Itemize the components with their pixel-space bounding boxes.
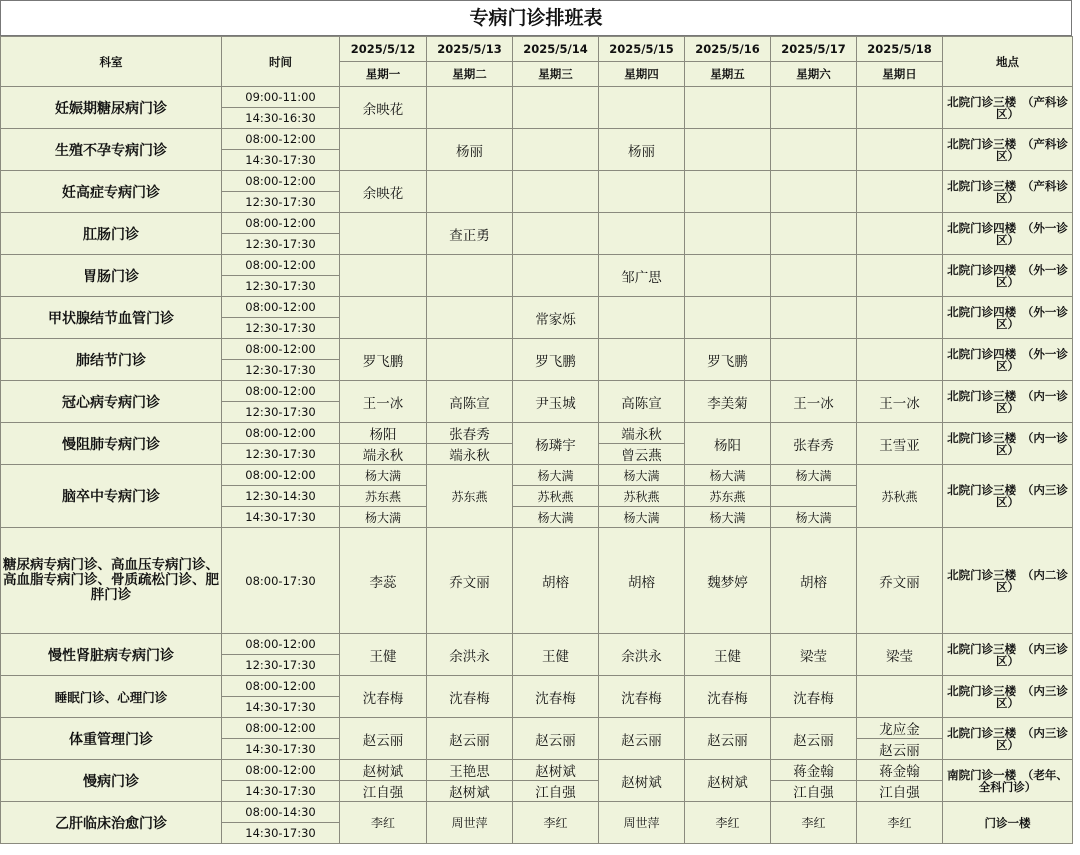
dept-cell: 妊高症专病门诊 [1,171,222,213]
doctor-cell: 杨大满 [340,507,427,528]
time-cell: 08:00-12:00 [222,297,340,318]
doctor-cell [599,87,685,129]
time-cell: 08:00-12:00 [222,634,340,655]
header-dept: 科室 [1,37,222,87]
doctor-cell: 胡榕 [599,528,685,634]
doctor-cell [340,213,427,255]
time-cell: 08:00-12:00 [222,129,340,150]
doctor-cell: 常家烁 [513,297,599,339]
dept-cell: 冠心病专病门诊 [1,381,222,423]
doctor-cell: 苏东燕 [685,486,771,507]
location-cell: 北院门诊三楼 （内二诊区） [943,528,1073,634]
doctor-cell: 赵云丽 [857,739,943,760]
doctor-cell [771,297,857,339]
dept-cell: 体重管理门诊 [1,718,222,760]
doctor-cell [427,171,513,213]
doctor-cell: 李红 [771,802,857,844]
time-cell: 08:00-12:00 [222,213,340,234]
doctor-cell [857,339,943,381]
doctor-cell: 王艳思 [427,760,513,781]
doctor-cell: 江自强 [340,781,427,802]
doctor-cell [513,213,599,255]
doctor-cell [685,255,771,297]
time-cell: 08:00-12:00 [222,381,340,402]
time-cell: 12:30-17:30 [222,318,340,339]
doctor-cell [857,297,943,339]
doctor-cell: 赵云丽 [427,718,513,760]
doctor-cell: 乔文丽 [427,528,513,634]
page-title: 专病门诊排班表 [0,0,1072,36]
doctor-cell: 罗飞鹏 [513,339,599,381]
table-row [1,634,1073,655]
schedule-table [0,36,1073,844]
location-cell: 北院门诊四楼 （外一诊区） [943,297,1073,339]
doctor-cell: 杨丽 [427,129,513,171]
time-cell: 12:30-17:30 [222,402,340,423]
doctor-cell: 尹玉城 [513,381,599,423]
dept-cell: 胃肠门诊 [1,255,222,297]
doctor-cell [340,129,427,171]
header-row-dates [1,37,1073,62]
doctor-cell [771,129,857,171]
doctor-cell: 沈春梅 [513,676,599,718]
doctor-cell: 蒋金翰 [771,760,857,781]
doctor-cell: 苏东燕 [427,465,513,528]
table-row [1,297,1073,318]
doctor-cell [599,297,685,339]
doctor-cell: 李红 [513,802,599,844]
doctor-cell: 杨大满 [685,507,771,528]
header-time: 时间 [222,37,340,87]
header-weekday: 星期五 [685,62,771,87]
header-date: 2025/5/13 [427,37,513,62]
doctor-cell: 杨璘宇 [513,423,599,465]
location-cell: 北院门诊三楼 （产科诊区） [943,87,1073,129]
time-cell: 08:00-17:30 [222,528,340,634]
doctor-cell: 王健 [340,634,427,676]
doctor-cell [599,339,685,381]
doctor-cell [685,171,771,213]
doctor-cell: 苏秋燕 [857,465,943,528]
header-weekday: 星期二 [427,62,513,87]
time-cell: 14:30-17:30 [222,781,340,802]
time-cell: 08:00-12:00 [222,760,340,781]
location-cell: 北院门诊三楼 （产科诊区） [943,171,1073,213]
dept-cell: 肺结节门诊 [1,339,222,381]
time-cell: 14:30-17:30 [222,697,340,718]
doctor-cell: 江自强 [513,781,599,802]
time-cell: 14:30-17:30 [222,507,340,528]
doctor-cell: 杨阳 [340,423,427,444]
location-cell: 门诊一楼 [943,802,1073,844]
doctor-cell: 杨大满 [771,507,857,528]
doctor-cell: 高陈宣 [427,381,513,423]
dept-cell: 糖尿病专病门诊、高血压专病门诊、高血脂专病门诊、骨质疏松门诊、肥胖门诊 [1,528,222,634]
doctor-cell: 高陈宣 [599,381,685,423]
time-cell: 12:30-17:30 [222,192,340,213]
doctor-cell: 赵树斌 [599,760,685,802]
doctor-cell: 张春秀 [771,423,857,465]
time-cell: 08:00-14:30 [222,802,340,823]
doctor-cell: 沈春梅 [685,676,771,718]
doctor-cell: 李美菊 [685,381,771,423]
time-cell: 08:00-12:00 [222,676,340,697]
table-row [1,87,1073,108]
header-date: 2025/5/16 [685,37,771,62]
doctor-cell: 江自强 [771,781,857,802]
doctor-cell: 杨大满 [599,465,685,486]
doctor-cell [771,339,857,381]
doctor-cell [857,213,943,255]
doctor-cell: 杨大满 [513,465,599,486]
doctor-cell: 苏秋燕 [513,486,599,507]
doctor-cell [427,339,513,381]
doctor-cell [513,171,599,213]
doctor-cell: 罗飞鹏 [340,339,427,381]
doctor-cell: 沈春梅 [771,676,857,718]
doctor-cell: 端永秋 [599,423,685,444]
location-cell: 北院门诊四楼 （外一诊区） [943,213,1073,255]
dept-cell: 慢阻肺专病门诊 [1,423,222,465]
doctor-cell: 李红 [857,802,943,844]
doctor-cell: 端永秋 [340,444,427,465]
time-cell: 08:00-12:00 [222,465,340,486]
doctor-cell: 王一冰 [340,381,427,423]
doctor-cell [857,171,943,213]
doctor-cell: 蒋金翰 [857,760,943,781]
time-cell: 14:30-16:30 [222,108,340,129]
doctor-cell: 李红 [685,802,771,844]
dept-cell: 乙肝临床治愈门诊 [1,802,222,844]
doctor-cell: 杨大满 [599,507,685,528]
doctor-cell: 赵云丽 [513,718,599,760]
doctor-cell [685,129,771,171]
time-cell: 08:00-12:00 [222,339,340,360]
doctor-cell: 龙应金 [857,718,943,739]
doctor-cell [771,171,857,213]
header-weekday: 星期一 [340,62,427,87]
doctor-cell: 张春秀 [427,423,513,444]
dept-cell: 慢性肾脏病专病门诊 [1,634,222,676]
doctor-cell [685,87,771,129]
header-weekday: 星期六 [771,62,857,87]
doctor-cell: 余映花 [340,87,427,129]
location-cell: 南院门诊一楼 （老年、全科门诊） [943,760,1073,802]
doctor-cell [513,87,599,129]
time-cell: 12:30-17:30 [222,655,340,676]
doctor-cell: 余洪永 [599,634,685,676]
dept-cell: 甲状腺结节血管门诊 [1,297,222,339]
time-cell: 08:00-12:00 [222,423,340,444]
table-row [1,760,1073,781]
header-date: 2025/5/14 [513,37,599,62]
doctor-cell [427,87,513,129]
doctor-cell [340,297,427,339]
table-row [1,802,1073,823]
doctor-cell [427,255,513,297]
doctor-cell: 杨阳 [685,423,771,465]
doctor-cell [513,129,599,171]
doctor-cell: 苏东燕 [340,486,427,507]
doctor-cell: 王健 [513,634,599,676]
time-cell: 14:30-17:30 [222,739,340,760]
doctor-cell: 杨大满 [513,507,599,528]
doctor-cell: 苏秋燕 [599,486,685,507]
doctor-cell: 王健 [685,634,771,676]
doctor-cell: 李蕊 [340,528,427,634]
location-cell: 北院门诊四楼 （外一诊区） [943,255,1073,297]
doctor-cell: 周世萍 [599,802,685,844]
doctor-cell [771,255,857,297]
doctor-cell: 赵树斌 [513,760,599,781]
doctor-cell: 江自强 [857,781,943,802]
doctor-cell: 罗飞鹏 [685,339,771,381]
time-cell: 12:30-17:30 [222,360,340,381]
doctor-cell [771,87,857,129]
table-row [1,381,1073,402]
dept-cell: 睡眠门诊、心理门诊 [1,676,222,718]
doctor-cell: 曾云燕 [599,444,685,465]
doctor-cell: 沈春梅 [427,676,513,718]
header-weekday: 星期三 [513,62,599,87]
doctor-cell [857,676,943,718]
doctor-cell [857,255,943,297]
header-weekday: 星期日 [857,62,943,87]
header-weekday: 星期四 [599,62,685,87]
time-cell: 12:30-17:30 [222,276,340,297]
header-date: 2025/5/17 [771,37,857,62]
time-cell: 14:30-17:30 [222,150,340,171]
doctor-cell: 余映花 [340,171,427,213]
location-cell: 北院门诊三楼 （内一诊区） [943,381,1073,423]
doctor-cell [685,213,771,255]
dept-cell: 肛肠门诊 [1,213,222,255]
doctor-cell: 余洪永 [427,634,513,676]
header-location: 地点 [943,37,1073,87]
doctor-cell: 王一冰 [771,381,857,423]
location-cell: 北院门诊四楼 （外一诊区） [943,339,1073,381]
doctor-cell: 杨大满 [685,465,771,486]
doctor-cell: 杨大满 [340,465,427,486]
doctor-cell: 端永秋 [427,444,513,465]
doctor-cell: 沈春梅 [340,676,427,718]
doctor-cell [599,171,685,213]
location-cell: 北院门诊三楼 （内三诊区） [943,718,1073,760]
doctor-cell: 杨丽 [599,129,685,171]
doctor-cell: 赵树斌 [685,760,771,802]
dept-cell: 生殖不孕专病门诊 [1,129,222,171]
table-row [1,255,1073,276]
doctor-cell [771,486,857,507]
table-row [1,718,1073,739]
doctor-cell: 王雪亚 [857,423,943,465]
time-cell: 12:30-17:30 [222,234,340,255]
doctor-cell: 魏梦婷 [685,528,771,634]
doctor-cell: 赵树斌 [427,781,513,802]
table-row [1,339,1073,360]
dept-cell: 慢病门诊 [1,760,222,802]
doctor-cell: 赵云丽 [599,718,685,760]
doctor-cell [771,213,857,255]
doctor-cell: 胡榕 [771,528,857,634]
table-row [1,171,1073,192]
header-date: 2025/5/12 [340,37,427,62]
doctor-cell [340,255,427,297]
location-cell: 北院门诊三楼 （内三诊区） [943,634,1073,676]
time-cell: 12:30-17:30 [222,444,340,465]
doctor-cell [857,129,943,171]
header-date: 2025/5/15 [599,37,685,62]
dept-cell: 脑卒中专病门诊 [1,465,222,528]
location-cell: 北院门诊三楼 （内三诊区） [943,465,1073,528]
doctor-cell: 查正勇 [427,213,513,255]
doctor-cell: 邹广思 [599,255,685,297]
location-cell: 北院门诊三楼 （内三诊区） [943,676,1073,718]
time-cell: 08:00-12:00 [222,255,340,276]
doctor-cell: 赵云丽 [340,718,427,760]
time-cell: 12:30-14:30 [222,486,340,507]
table-row [1,676,1073,697]
doctor-cell [857,87,943,129]
doctor-cell: 周世萍 [427,802,513,844]
time-cell: 08:00-12:00 [222,718,340,739]
doctor-cell: 赵树斌 [340,760,427,781]
doctor-cell: 梁莹 [771,634,857,676]
doctor-cell: 王一冰 [857,381,943,423]
doctor-cell: 乔文丽 [857,528,943,634]
doctor-cell [685,297,771,339]
time-cell: 14:30-17:30 [222,823,340,844]
location-cell: 北院门诊三楼 （产科诊区） [943,129,1073,171]
table-row [1,528,1073,634]
location-cell: 北院门诊三楼 （内一诊区） [943,423,1073,465]
doctor-cell: 赵云丽 [685,718,771,760]
doctor-cell [427,297,513,339]
table-row [1,213,1073,234]
doctor-cell: 赵云丽 [771,718,857,760]
table-row [1,423,1073,444]
doctor-cell [599,213,685,255]
time-cell: 08:00-12:00 [222,171,340,192]
time-cell: 09:00-11:00 [222,87,340,108]
dept-cell: 妊娠期糖尿病门诊 [1,87,222,129]
doctor-cell: 李红 [340,802,427,844]
table-row [1,129,1073,150]
doctor-cell: 杨大满 [771,465,857,486]
header-date: 2025/5/18 [857,37,943,62]
doctor-cell: 沈春梅 [599,676,685,718]
doctor-cell [513,255,599,297]
doctor-cell: 梁莹 [857,634,943,676]
doctor-cell: 胡榕 [513,528,599,634]
table-row [1,465,1073,486]
